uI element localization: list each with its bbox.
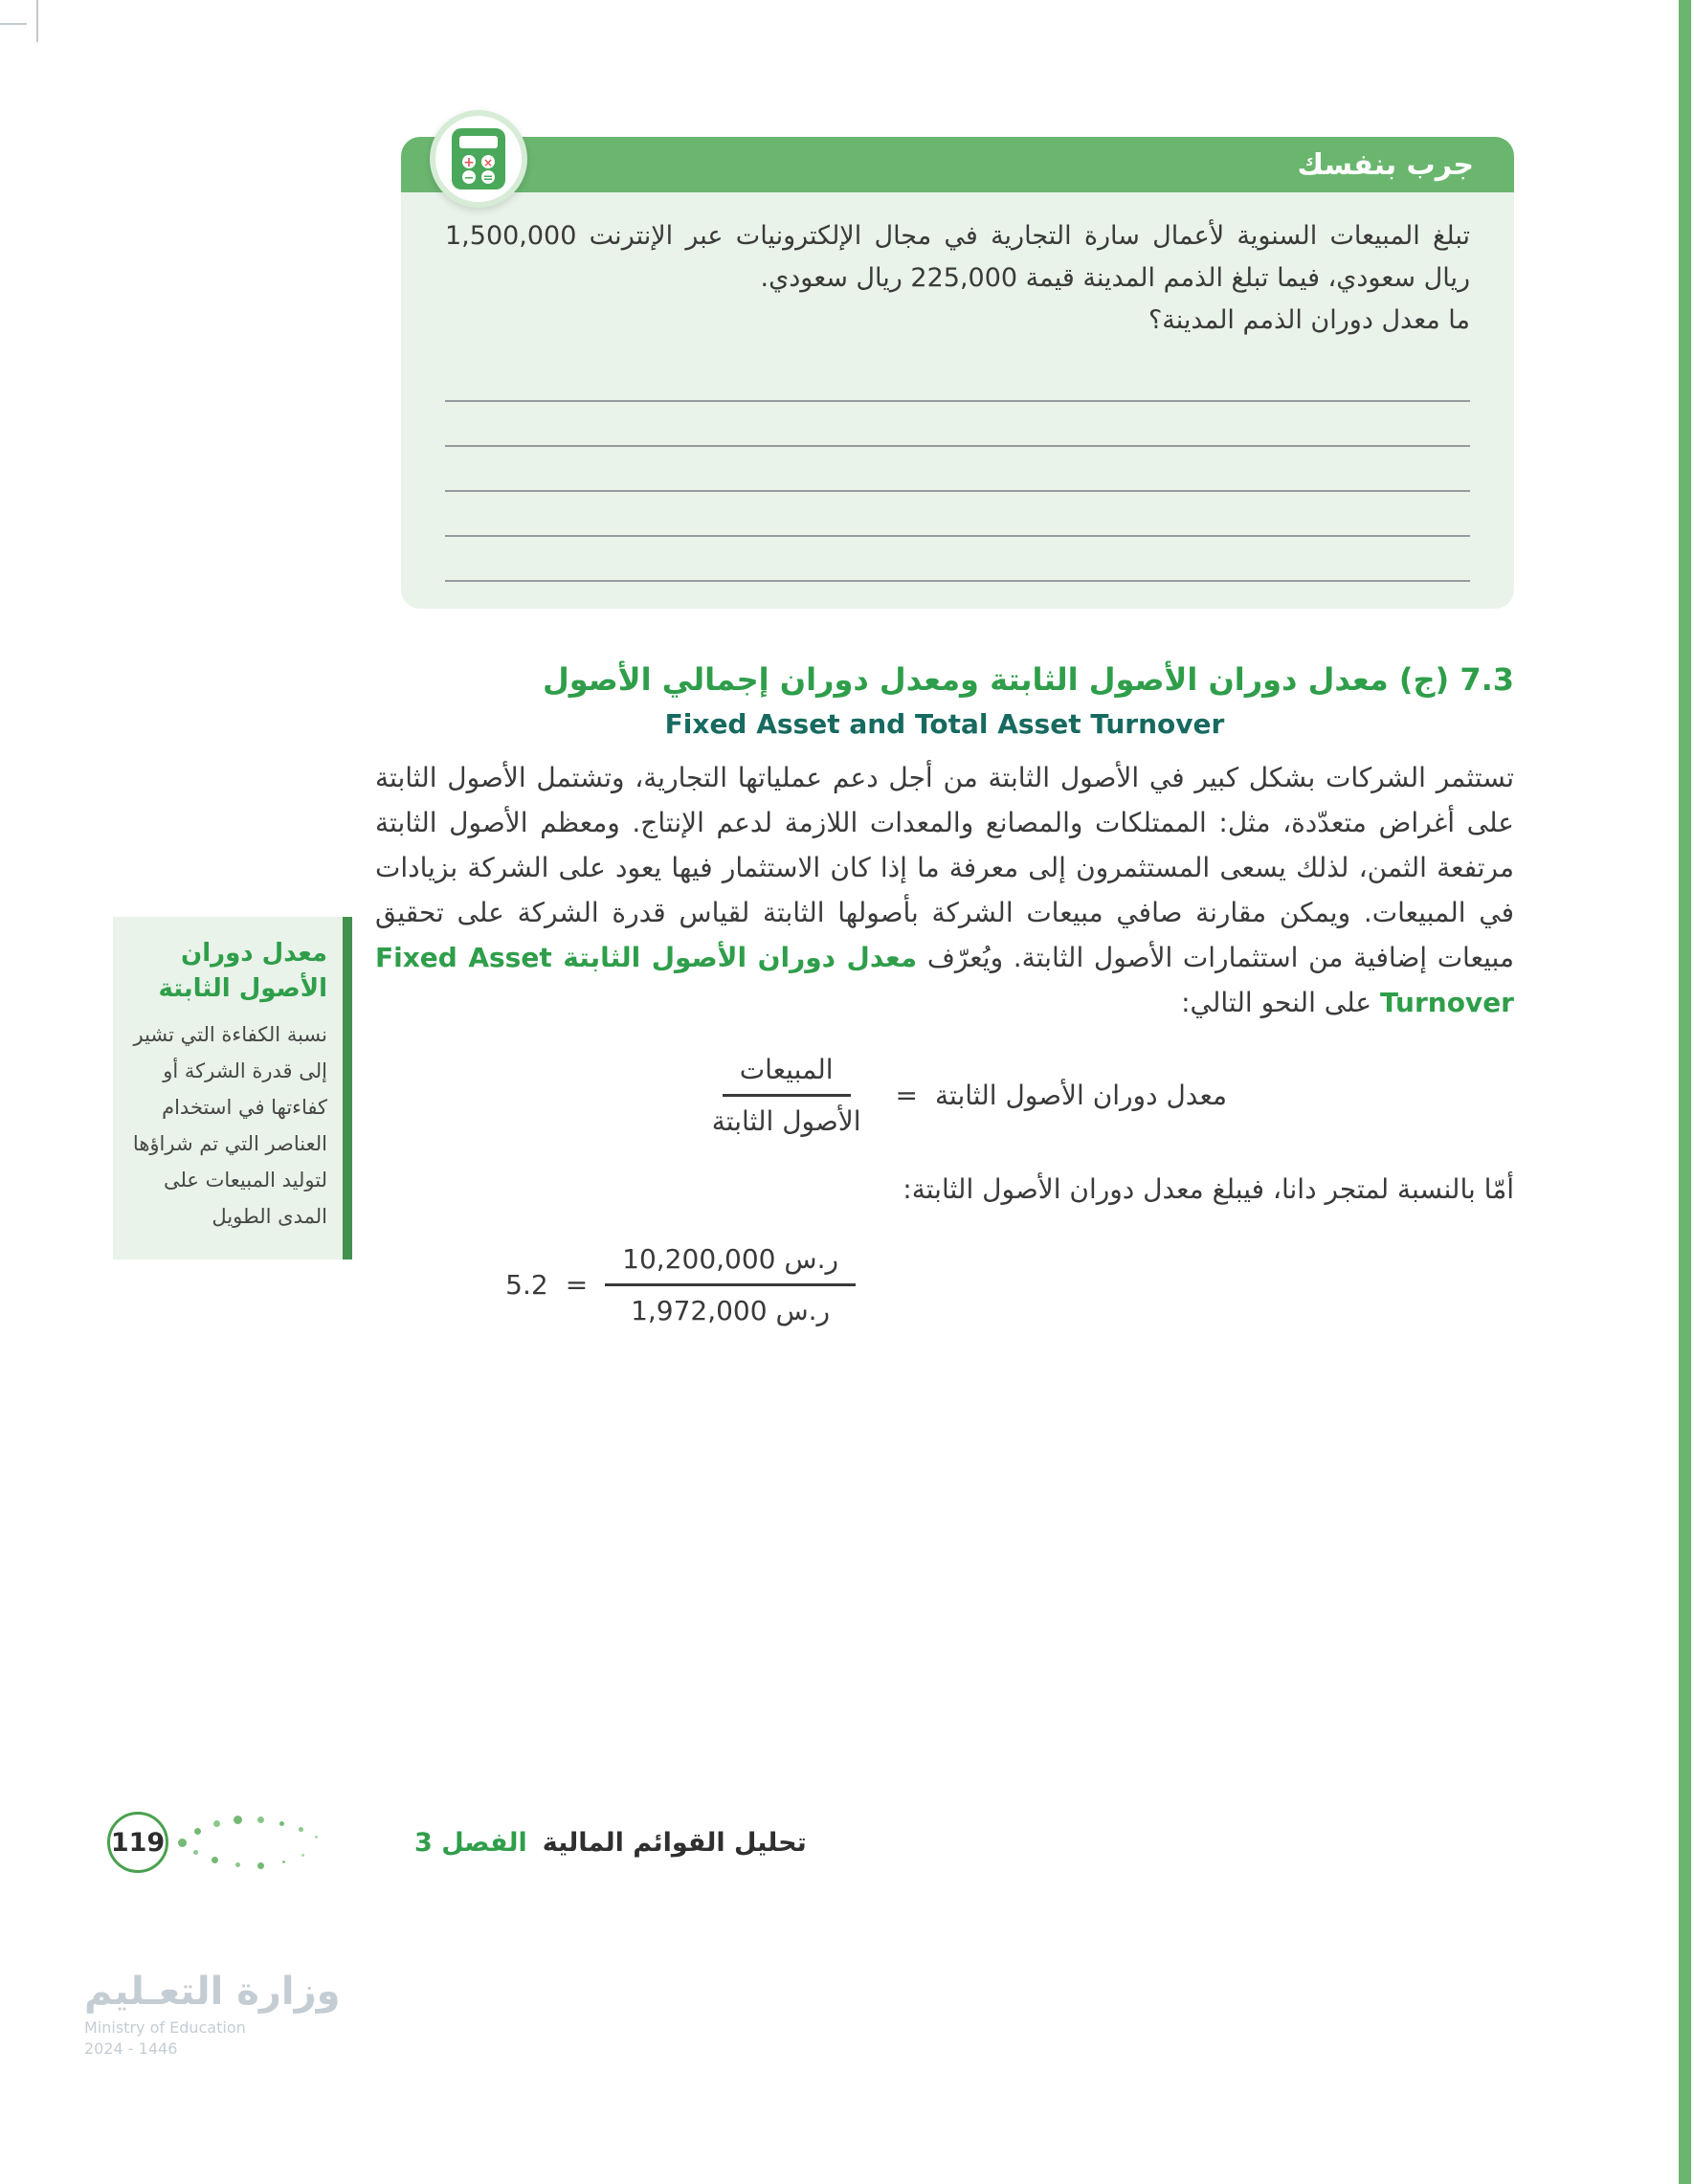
answer-line	[445, 357, 1470, 402]
answer-lines	[445, 357, 1470, 582]
chapter-label: الفصل 3	[414, 1827, 527, 1858]
ministry-name-english: Ministry of Education	[84, 2018, 246, 2037]
page-edge-bar	[1679, 0, 1691, 2184]
answer-line	[445, 447, 1470, 492]
key-term-arabic: معدل دوران الأصول الثابتة	[551, 942, 918, 973]
try-it-yourself-box	[401, 137, 1514, 609]
svg-text:=: =	[482, 171, 494, 186]
example-calculation	[375, 1241, 1514, 1328]
definition-title: معدل دوران الأصول الثابتة	[158, 939, 327, 1003]
chapter-title: تحليل القوائم المالية	[542, 1827, 807, 1858]
answer-line	[445, 537, 1470, 582]
body-paragraph	[375, 755, 1514, 1025]
main-content	[375, 137, 1514, 1328]
definition-body: نسبة الكفاءة التي تشير إلى قدرة الشركة أو كفاءتها في استخدام العناصر التي تم شراؤها لتوليد المبيعات على المدى الطويل	[132, 1023, 327, 1228]
exercise-text: تبلغ المبيعات السنوية لأعمال سارة التجارية في مجال الإلكترونيات عبر الإنترنت 1,500,000 ريال سعودي، فيما تبلغ الذمم المدينة قيمة 225,000 ريال سعودي.	[445, 221, 1470, 293]
page-number-badge: 119	[107, 1812, 168, 1873]
dots-decoration	[178, 1839, 187, 1847]
section-heading: 7.3 (ج) معدل دوران الأصول الثابتة ومعدل دوران إجمالي الأصول	[543, 661, 1514, 698]
body-text-part2: على النحو التالي:	[1181, 987, 1380, 1018]
chapter-info	[414, 1828, 807, 1858]
fraction-numerator: المبيعات	[723, 1052, 851, 1097]
body-text-part1: تستثمر الشركات بشكل كبير في الأصول الثابتة من أجل دعم عملياتها التجارية، وتشتمل الأصول الثابتة على أغراض متعدّدة، مثل: الممتلكات والمصانع والمعدات اللازمة لدعم الإنتاج. ومعظم الأصول الثابتة مرتفعة الثمن، لذلك يسعى المستثمرون إلى معرفة ما إذا كان الاستثمار فيها يعود على الشركة بزيادات في المبيعات. ويمكن مقارنة صافي مبيعات الشركة بأصولها الثابتة لقياس قدرة الشركة على تحقيق مبيعات إضافية من استثمارات الأصول الثابتة. ويُعرّف	[375, 762, 1514, 973]
key-term-english: Fixed Asset Turnover	[375, 942, 1514, 1018]
svg-text:−: −	[463, 171, 475, 186]
fraction-numerator: ر.س 10,200,000	[605, 1241, 856, 1286]
try-box-title: جرب بنفسك	[1297, 147, 1474, 182]
ministry-logo	[84, 1970, 341, 2058]
fraction-denominator: ر.س 1,972,000	[631, 1295, 831, 1326]
svg-text:×: ×	[482, 156, 494, 169]
fraction-denominator: الأصول الثابتة	[711, 1105, 861, 1137]
exercise-question: ما معدل دوران الذمم المدينة؟	[1148, 305, 1470, 335]
equals-sign: =	[565, 1269, 589, 1301]
fraction	[605, 1241, 856, 1328]
answer-line	[445, 402, 1470, 447]
print-mark	[36, 0, 38, 42]
calculation-result: 5.2	[505, 1269, 548, 1301]
fixed-asset-turnover-formula	[375, 1052, 1514, 1139]
svg-text:+: +	[463, 155, 475, 170]
calculator-icon	[430, 110, 527, 208]
equals-sign: =	[895, 1080, 919, 1111]
section-heading-english: Fixed Asset and Total Asset Turnover	[664, 708, 1225, 740]
formula-label: معدل دوران الأصول الثابتة	[935, 1080, 1227, 1111]
print-mark	[0, 23, 27, 25]
page-footer	[107, 1812, 807, 1873]
try-box-body	[401, 192, 1514, 609]
try-box-header	[401, 137, 1514, 192]
margin-definition-box	[113, 917, 352, 1259]
answer-line	[445, 492, 1470, 537]
example-intro: أمّا بالنسبة لمتجر دانا، فيبلغ معدل دوران الأصول الثابتة:	[903, 1173, 1514, 1205]
ministry-years: 2024 - 1446	[84, 2039, 178, 2058]
ministry-name-arabic: وزارة التعـليم	[84, 1970, 341, 2014]
fraction	[695, 1052, 879, 1139]
